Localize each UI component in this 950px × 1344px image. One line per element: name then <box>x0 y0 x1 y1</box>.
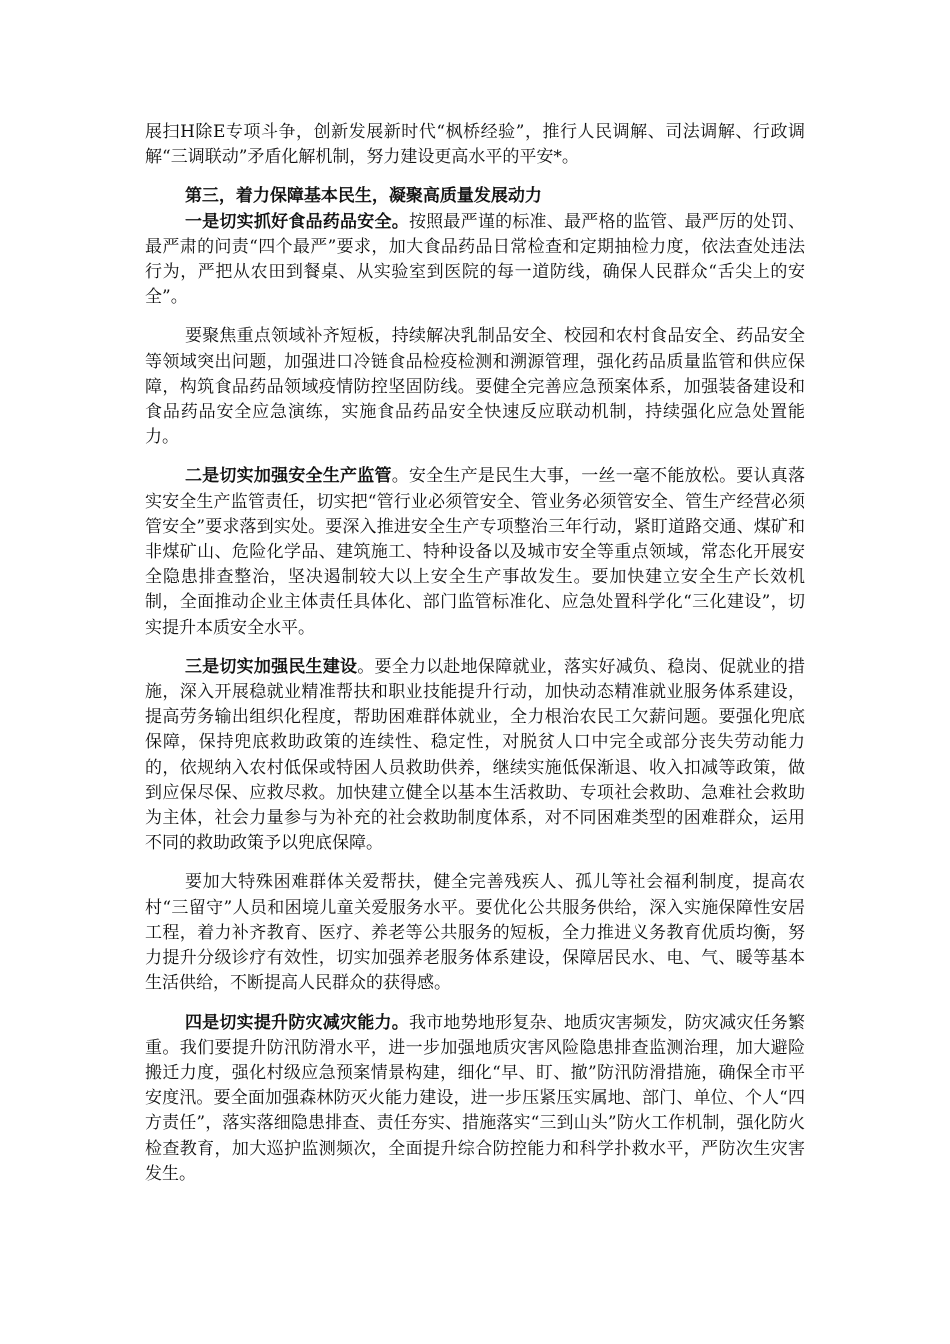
paragraph-livelihood <box>145 655 805 857</box>
document-body <box>145 120 805 1187</box>
paragraph-disaster-prevention <box>145 1011 805 1187</box>
section-heading-third: 第三，着力保障基本民生，凝聚高质量发展动力 <box>184 186 542 207</box>
paragraph-continuation: 展扫H除E专项斗争，创新发展新时代“枫桥经验”，推行人民调解、司法调解、行政调解“三调联动”矛盾化解机制，努力建设更高水平的平安*。 <box>145 122 805 168</box>
paragraph-lead: 一是切实抓好食品药品安全。 <box>184 211 409 232</box>
paragraph-text: 我市地势地形复杂、地质灾害频发，防灾减灾任务繁重。我们要提升防汛防滑水平，进一步加强地质灾害风险隐患排查监测治理，加大避险搬迁力度，强化村级应急预案情景构建，细化“早、盯、撤”防汛防滑措施，确保全市平安度汛。要全面加强森林防灭火能力建设，进一步压紧压实属地、部门、单位、个人“四方责任”，落实落细隐患排查、责任夯实、措施落实“三到山头”防火工作机制，强化防火检查教育，加大巡护监测频次，全面提升综合防控能力和科学扑救水平，严防次生灾害发生。 <box>145 1012 806 1184</box>
paragraph-lead: 四是切实提升防灾减灾能力。 <box>184 1012 409 1033</box>
paragraph-food-drug-safety <box>145 210 805 311</box>
paragraph-lead: 二是切实加强安全生产监管 <box>184 466 392 487</box>
paragraph-lead: 三是切实加强民生建设 <box>184 656 358 677</box>
paragraph-key-areas: 要聚焦重点领域补齐短板，持续解决乳制品安全、校园和农村食品安全、药品安全等领域突出问题，加强进口冷链食品检疫检测和溯源管理，强化药品质量监管和供应保障，构筑食品药品领域疫情防控坚固防线。要健全完善应急预案体系，加强装备建设和食品药品安全应急演练，实施食品药品安全快速反应联动机制，持续强化应急处置能力。 <box>145 326 805 448</box>
paragraph-text: 。要全力以赴地保障就业，落实好减负、稳岗、促就业的措施，深入开展稳就业精准帮扶和职业技能提升行动，加快动态精准就业服务体系建设，提高劳务输出组织化程度，帮助困难群体就业，全力根治农民工欠薪问题。要强化兜底保障，保持兜底救助政策的连续性、稳定性，对脱贫人口中完全或部分丧失劳动能力的，依规纳入农村低保或特困人员救助供养，继续实施低保渐退、收入扣减等政策，做到应保尽保、应救尽救。加快建立健全以基本生活救助、专项社会救助、急难社会救助为主体，社会力量参与为补充的社会救助制度体系，对不同困难类型的困难群众，运用不同的救助政策予以兜底保障。 <box>145 656 806 854</box>
paragraph-special-groups: 要加大特殊困难群体关爱帮扶，健全完善残疾人、孤儿等社会福利制度，提高农村“三留守”人员和困境儿童关爱服务水平。要优化公共服务供给，深入实施保障性安居工程，着力补齐教育、医疗、养老等公共服务的短板，全力推进义务教育优质均衡，努力提升分级诊疗有效性，切实加强养老服务体系建设，保障居民水、电、气、暖等基本生活供给，不断提高人民群众的获得感。 <box>145 872 805 994</box>
paragraph-text: 按照最严谨的标准、最严格的监管、最严厉的处罚、最严肃的问责“四个最严”要求，加大食品药品日常检查和定期抽检力度，依法查处违法行为，严把从农田到餐桌、从实验室到医院的每一道防线，确保人民群众“舌尖上的安全”。 <box>145 211 806 308</box>
paragraph-production-safety <box>145 464 805 640</box>
paragraph-text: 。安全生产是民生大事，一丝一毫不能放松。要认真落实安全生产监管责任，切实把“管行业必须管安全、管业务必须管安全、管生产经营必须管安全”要求落到实处。要深入推进安全生产专项整治三年行动，紧盯道路交通、煤矿和非煤矿山、危险化学品、建筑施工、特种设备以及城市安全等重点领域，常态化开展安全隐患排查整治，坚决遏制较大以上安全生产事故发生。要加快建立安全生产长效机制，全面推动企业主体责任具体化、部门监管标准化、应急处置科学化“三化建设”，切实提升本质安全水平。 <box>145 466 806 638</box>
